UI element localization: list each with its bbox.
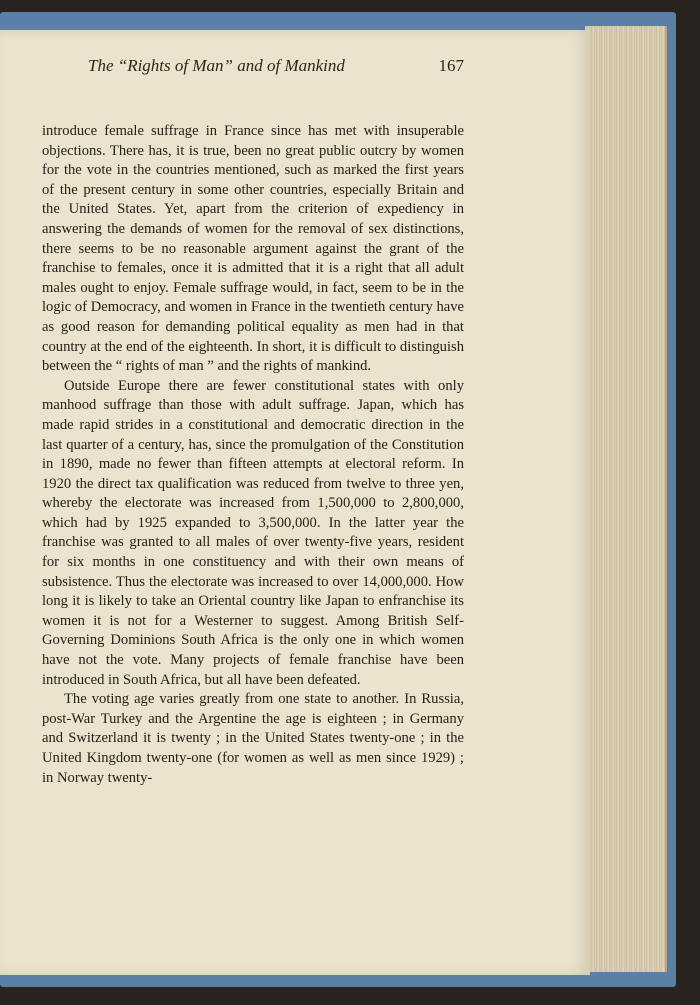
body-text (42, 122, 464, 788)
page-number: 167 (438, 56, 464, 75)
paragraph: introduce female suffrage in France since has met with insuperable objections. There has, it is true, been no great public outcry by women for the vote in the countries mentioned, such as marked the first years of the present century in some other countries, especially Britain and the United States. Yet, apart from the criterion of expediency in answering the demands of women for the removal of sex distinctions, there seems to be no reasonable argument against the grant of the franchise to females, once it is admitted that it is a right that all adult males ought to enjoy. Female suffrage would, in fact, seem to be in the logic of Democracy, and women in France in the twentieth century have as good reason for demanding political equality as men had in that country at the end of the eighteenth. In short, it is difficult to distinguish between the “ rights of man ” and the rights of mankind. (42, 123, 464, 375)
paragraph: Outside Europe there are fewer constitutional states with only manhood suffrage than those with adult suffrage. Japan, which has made rapid strides in a constitutional and democratic direction in the last quarter of a century, has, since the promulgation of the Constitution in 1890, made no fewer than fifteen attempts at electoral reform. In 1920 the direct tax qualification was reduced from twelve to three yen, whereby the electorate was increased from 1,500,000 to 2,800,000, which had by 1925 expanded to 3,500,000. In the latter year the franchise was granted to all males of over twenty-five years, resident for six months in one constituency and with their own means of subsistence. Thus the electorate was increased to over 14,000,000. How long it is likely to take an Oriental country like Japan to enfranchise its women it is not for a Westerner to suggest. Among British Self-Governing Dominions South Africa is the only one in which women have not the vote. Many projects of female franchise have been introduced in South Africa, but all have been defeated. (42, 377, 464, 688)
running-title: The “Rights of Man” and of Mankind (88, 56, 345, 75)
paragraph: The voting age varies greatly from one state to another. In Russia, post-War Turkey and the Argentine the age is eighteen ; in Germany and Switzerland it is twenty ; in the United States twenty-one ; in the United Kingdom twenty-one (for women as well as men since 1929) ; in Norway twenty- (42, 691, 464, 786)
page-edges (585, 26, 667, 972)
